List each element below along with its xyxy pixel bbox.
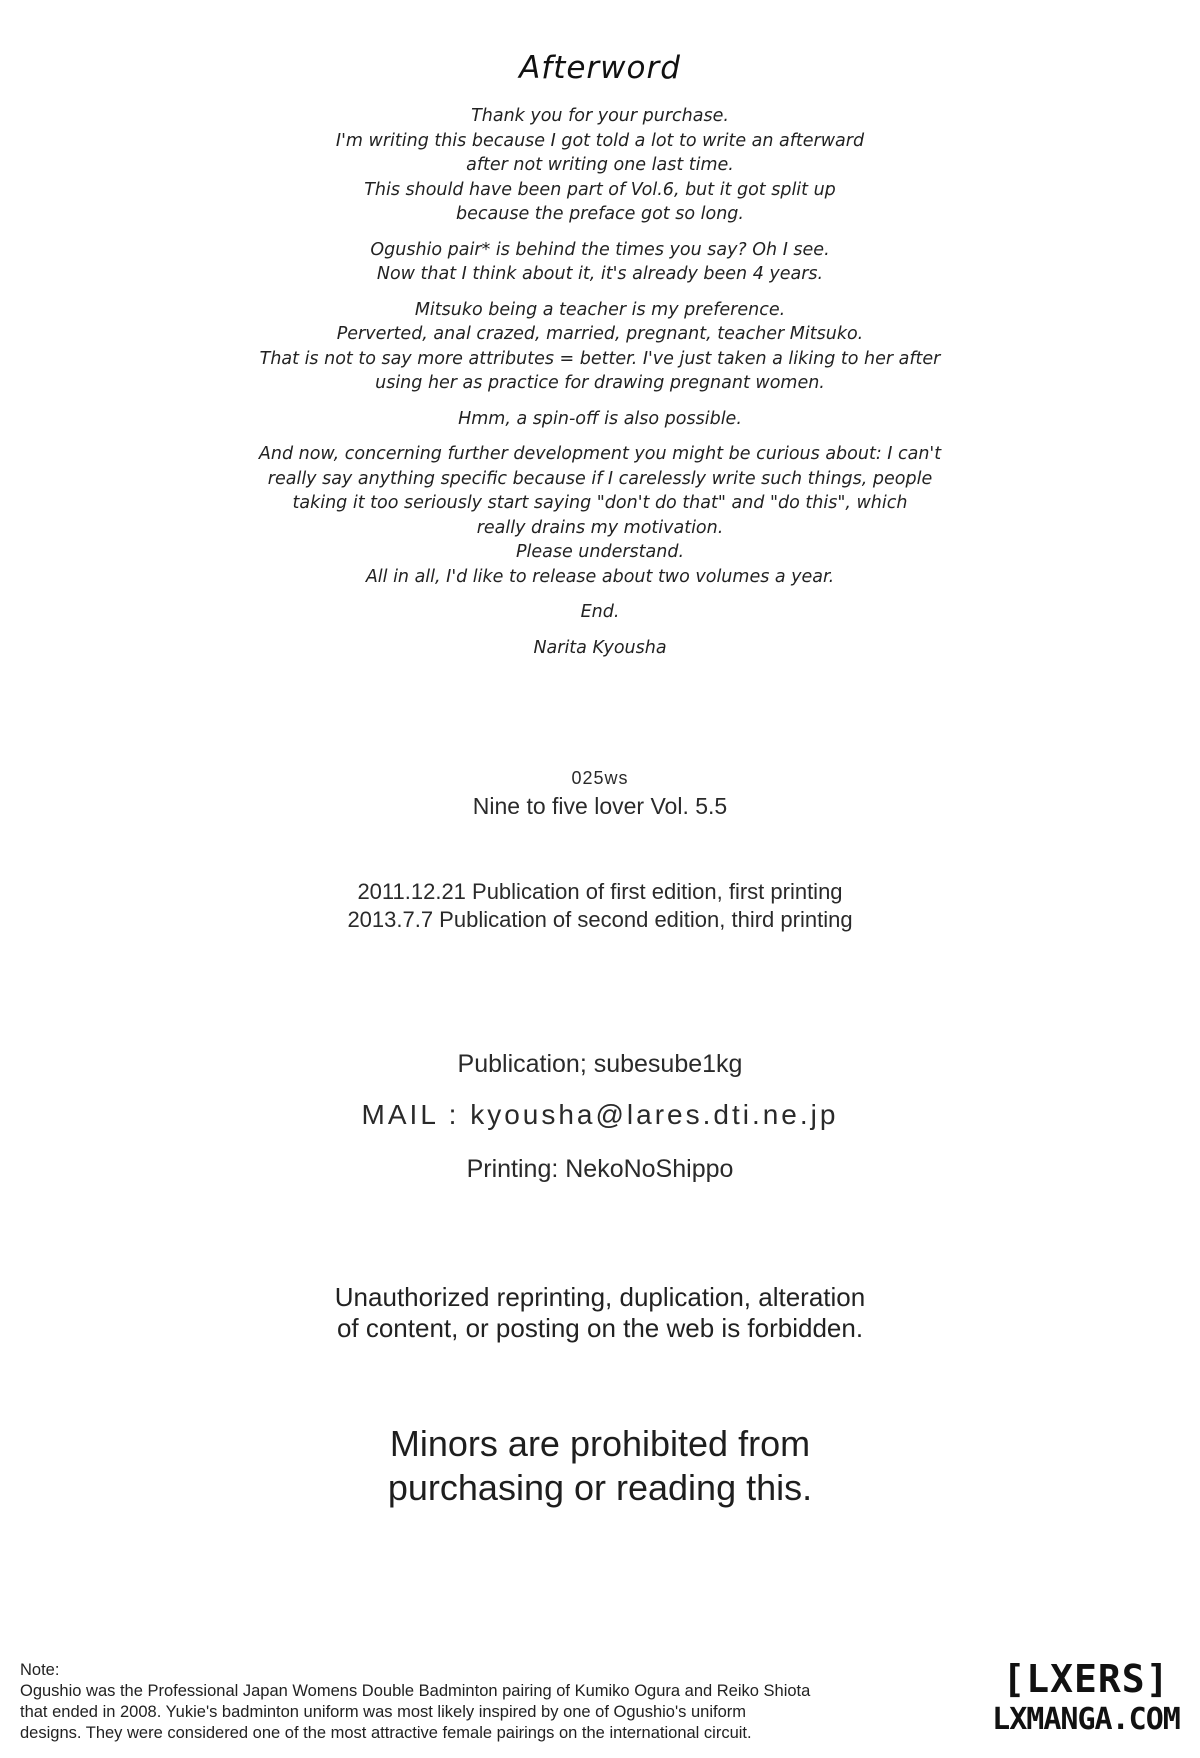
publication-dates — [0, 878, 1200, 934]
afterword-line: Now that I think about it, it's already been 4 years. — [376, 264, 824, 284]
publication-date-second: 2013.7.7 Publication of second edition, third printing — [347, 907, 853, 932]
copyright-warning — [0, 1282, 1200, 1344]
printing-line: Printing: NekoNoShippo — [466, 1155, 734, 1183]
afterword-title: Afterword — [519, 50, 681, 86]
afterword-line: because the preface got so long. — [456, 204, 744, 224]
age-restriction-notice — [0, 1422, 1200, 1510]
afterword-line: using her as practice for drawing pregnant women. — [375, 373, 825, 393]
publication-date-first: 2011.12.21 Publication of first edition, first printing — [357, 879, 843, 904]
afterword-paragraph — [200, 298, 1000, 396]
afterword-line: Ogushio pair* is behind the times you say? Oh I see. — [370, 239, 830, 260]
watermark-logo — [990, 1658, 1182, 1754]
afterword-paragraph — [200, 442, 1000, 589]
afterword-line: really say anything specific because if I carelessly write such things, people — [267, 468, 933, 489]
afterword-line: really drains my motivation. — [476, 517, 724, 538]
note-line: Ogushio was the Professional Japan Womens Double Badminton pairing of Kumiko Ogura and Reiko Shiota — [20, 1682, 811, 1700]
afterword-paragraph — [200, 104, 1000, 227]
book-code: 025ws — [571, 768, 629, 788]
age-restriction-line: purchasing or reading this. — [387, 1467, 813, 1508]
afterword-paragraph — [200, 407, 1000, 432]
afterword-line: I'm writing this because I got told a lot to write an afterward — [335, 130, 865, 151]
afterword-line: taking it too seriously start saying "don't do that" and "do this", which — [292, 493, 908, 513]
note-line: designs. They were considered one of the most attractive female pairings on the international circuit. — [20, 1724, 752, 1742]
copyright-warning-line: Unauthorized reprinting, duplication, alteration — [334, 1282, 866, 1312]
publisher-line: Publication; subesube1kg — [457, 1050, 743, 1078]
translator-note — [20, 1660, 900, 1744]
afterword-line: Please understand. — [515, 542, 685, 562]
afterword-paragraph — [200, 238, 1000, 287]
afterword-line: Perverted, anal crazed, married, pregnant, teacher Mitsuko. — [336, 324, 864, 344]
watermark-logo-bottom: LXMANGA.COM — [992, 1702, 1180, 1737]
afterword-body — [200, 104, 1000, 660]
afterword-line: All in all, I'd like to release about two volumes a year. — [365, 566, 835, 587]
afterword-end: End. — [580, 602, 620, 622]
afterword-line: This should have been part of Vol.6, but it got split up — [364, 179, 836, 200]
age-restriction-line: Minors are prohibited from — [389, 1423, 811, 1464]
afterword-author: Narita Kyousha — [533, 638, 667, 658]
afterword-line: That is not to say more attributes = better. I've just taken a liking to her after — [259, 348, 941, 369]
watermark-logo-top: [LXERS] — [1002, 1657, 1170, 1701]
afterword-line: Thank you for your purchase. — [471, 106, 729, 126]
copyright-warning-line: of content, or posting on the web is forbidden. — [336, 1313, 864, 1343]
afterword-line: Mitsuko being a teacher is my preference. — [414, 299, 786, 320]
afterword-line: after not writing one last time. — [466, 155, 734, 175]
afterword-line: Hmm, a spin-off is also possible. — [458, 408, 742, 429]
afterword-line: And now, concerning further development you might be curious about: I can't — [258, 444, 942, 464]
note-heading: Note: — [20, 1661, 60, 1679]
contact-mail: MAIL : kyousha@lares.dti.ne.jp — [361, 1099, 839, 1130]
book-title: Nine to five lover Vol. 5.5 — [472, 793, 728, 819]
note-line: that ended in 2008. Yukie's badminton uniform was most likely inspired by one of Ogushio's uniform — [20, 1703, 746, 1721]
